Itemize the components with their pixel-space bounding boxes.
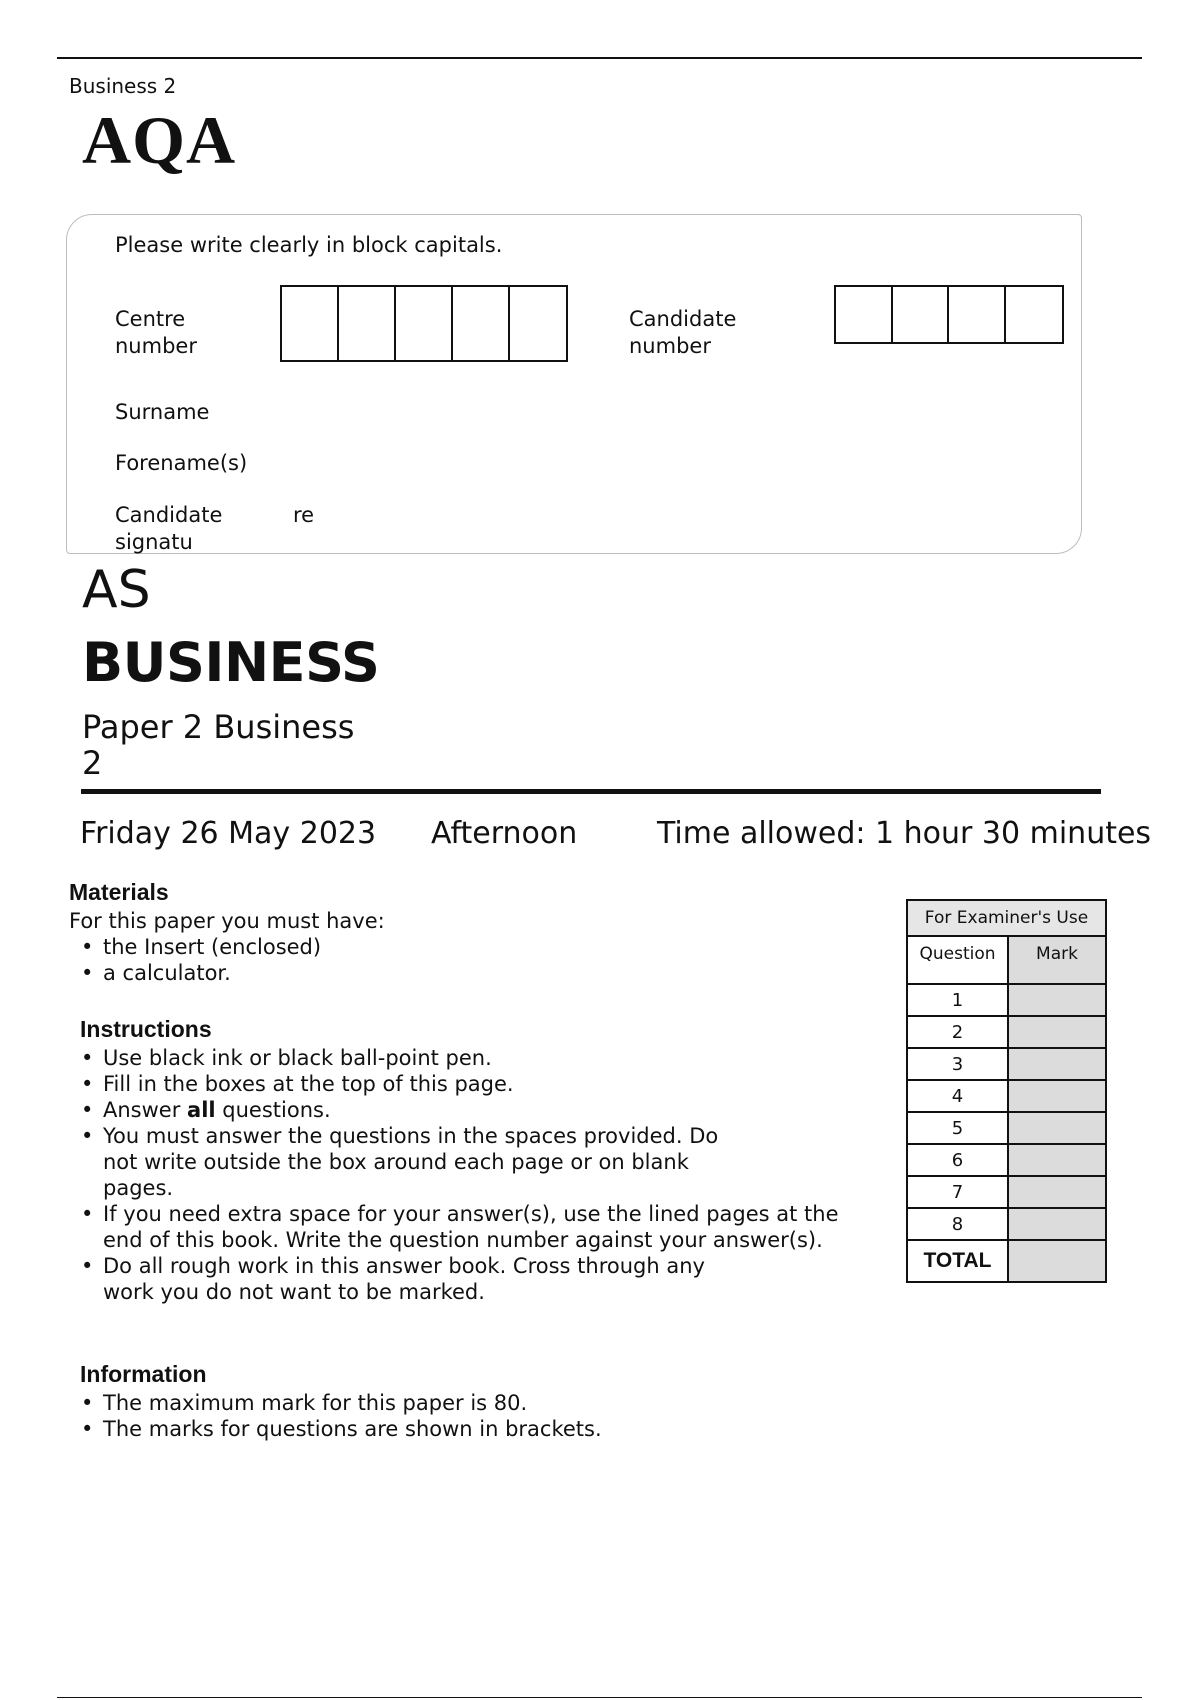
total-mark-cell xyxy=(1008,1240,1106,1282)
signature-label-line1: Candidate xyxy=(115,503,223,527)
answer-all-before: Answer xyxy=(103,1098,188,1122)
centre-number-digit-box[interactable] xyxy=(510,287,566,360)
title-rule xyxy=(81,789,1101,794)
subject-title: BUSINESS xyxy=(82,631,380,694)
list-item: • Fill in the boxes at the top of this page. xyxy=(69,1071,859,1097)
list-item: • If you need extra space for your answer(s), use the lined pages at the end of this book. Write the question number against your answer(s). xyxy=(69,1201,883,1253)
mark-cell xyxy=(1008,1144,1106,1176)
question-number: 7 xyxy=(907,1176,1008,1208)
mark-cell xyxy=(1008,1016,1106,1048)
candidate-number-boxes[interactable] xyxy=(834,285,1064,344)
list-item: • a calculator. xyxy=(69,960,829,986)
question-number: 4 xyxy=(907,1080,1008,1112)
running-header: Business 2 xyxy=(69,74,177,98)
information-list xyxy=(69,1390,859,1442)
question-number: 6 xyxy=(907,1144,1008,1176)
materials-intro: For this paper you must have: xyxy=(69,909,385,933)
bottom-rule xyxy=(57,1697,1142,1698)
examiners-use-table xyxy=(906,899,1107,1283)
centre-number-digit-box[interactable] xyxy=(396,287,453,360)
mark-cell xyxy=(1008,1208,1106,1240)
materials-list xyxy=(69,934,829,986)
question-number: 3 xyxy=(907,1048,1008,1080)
top-rule xyxy=(57,57,1142,59)
exam-session: Afternoon xyxy=(431,816,578,851)
candidate-signature-label xyxy=(115,502,222,556)
instructions-list xyxy=(69,1045,859,1305)
forenames-label: Forename(s) xyxy=(115,451,248,475)
candidate-number-digit-box[interactable] xyxy=(893,287,950,342)
mark-cell xyxy=(1008,1048,1106,1080)
mark-cell xyxy=(1008,1080,1106,1112)
question-number: 8 xyxy=(907,1208,1008,1240)
candidate-number-digit-box[interactable] xyxy=(949,287,1006,342)
candidate-number-label: Candidate number xyxy=(629,307,737,358)
centre-number-boxes[interactable] xyxy=(280,285,568,362)
question-number: 5 xyxy=(907,1112,1008,1144)
qualification-level: AS xyxy=(82,560,151,620)
mark-cell xyxy=(1008,1112,1106,1144)
mark-cell xyxy=(1008,1176,1106,1208)
list-item: • The maximum mark for this paper is 80. xyxy=(69,1390,859,1416)
candidate-number-digit-box[interactable] xyxy=(1006,287,1062,342)
answer-all-emphasis: all xyxy=(187,1098,216,1122)
answer-all-after: questions. xyxy=(215,1098,331,1122)
list-item: • You must answer the questions in the spaces provided. Do not write outside the box around each page or on blank pages. xyxy=(69,1123,743,1201)
candidate-number-digit-box[interactable] xyxy=(836,287,893,342)
centre-number-digit-box[interactable] xyxy=(453,287,510,360)
centre-number-label: Centre number xyxy=(115,307,197,358)
signature-label-fragment: re xyxy=(293,503,315,527)
list-item xyxy=(69,1097,859,1123)
instructions-heading: Instructions xyxy=(80,1016,212,1042)
centre-number-digit-box[interactable] xyxy=(339,287,396,360)
question-number: 2 xyxy=(907,1016,1008,1048)
surname-label: Surname xyxy=(115,400,210,424)
aqa-logo: AQA xyxy=(82,102,237,178)
materials-heading: Materials xyxy=(69,879,169,905)
paper-title-line1: Paper 2 Business xyxy=(82,708,355,746)
question-number: 1 xyxy=(907,984,1008,1016)
paper-title-line2: 2 xyxy=(82,744,103,782)
question-column-header: Question xyxy=(907,936,1008,984)
information-heading: Information xyxy=(80,1361,207,1387)
mark-cell xyxy=(1008,984,1106,1016)
exam-date: Friday 26 May 2023 xyxy=(80,816,377,851)
list-item: • Use black ink or black ball-point pen. xyxy=(69,1045,859,1071)
paper-title xyxy=(82,709,412,781)
centre-number-digit-box[interactable] xyxy=(282,287,339,360)
list-item: • the Insert (enclosed) xyxy=(69,934,829,960)
time-allowed: Time allowed: 1 hour 30 minutes xyxy=(657,816,1152,851)
total-label: TOTAL xyxy=(907,1240,1008,1282)
block-capitals-instruction: Please write clearly in block capitals. xyxy=(115,233,503,257)
mark-column-header: Mark xyxy=(1008,936,1106,984)
list-item: • The marks for questions are shown in brackets. xyxy=(69,1416,859,1442)
signature-label-line2: signatu xyxy=(115,530,193,554)
examiners-use-title: For Examiner's Use xyxy=(907,900,1106,936)
list-item: • Do all rough work in this answer book. Cross through any work you do not want to be marked. xyxy=(69,1253,743,1305)
